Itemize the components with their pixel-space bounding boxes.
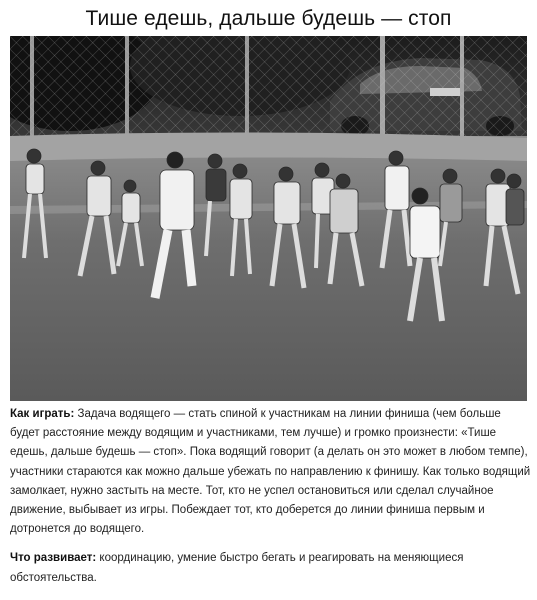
children-running-on-field-photo xyxy=(10,36,527,401)
page-title: Тише едешь, дальше будешь — стоп xyxy=(85,7,452,30)
develops-label: Что развивает: xyxy=(10,552,97,565)
children-running-photo xyxy=(10,36,527,401)
develops-text: координацию, умение быстро бегать и реагировать на меняющиеся обстоятельства. xyxy=(10,552,464,584)
develops-paragraph xyxy=(10,549,532,587)
game-description xyxy=(10,405,532,588)
how-to-play-label: Как играть: xyxy=(10,408,75,420)
how-to-play-text: Задача водящего — стать спиной к участникам на линии финиша (чем больше будет расстояние между водящим и участниками, тем лучше) и громко произнести: «Тише едешь, дальше будешь — стоп». Пока водящий говорит (а делать он это может в любом темпе), участники стараются как можно дальше убежать по направлению к финишу. Как только водящий замолкает, нужно застыть на месте. Тот, кто не успел остановиться или сделал случайное движение, выбывает из игры. Побеждает тот, кто доберется до линии финиша первым и дотронется до водящего. xyxy=(10,408,531,536)
how-to-play-paragraph xyxy=(10,405,532,539)
